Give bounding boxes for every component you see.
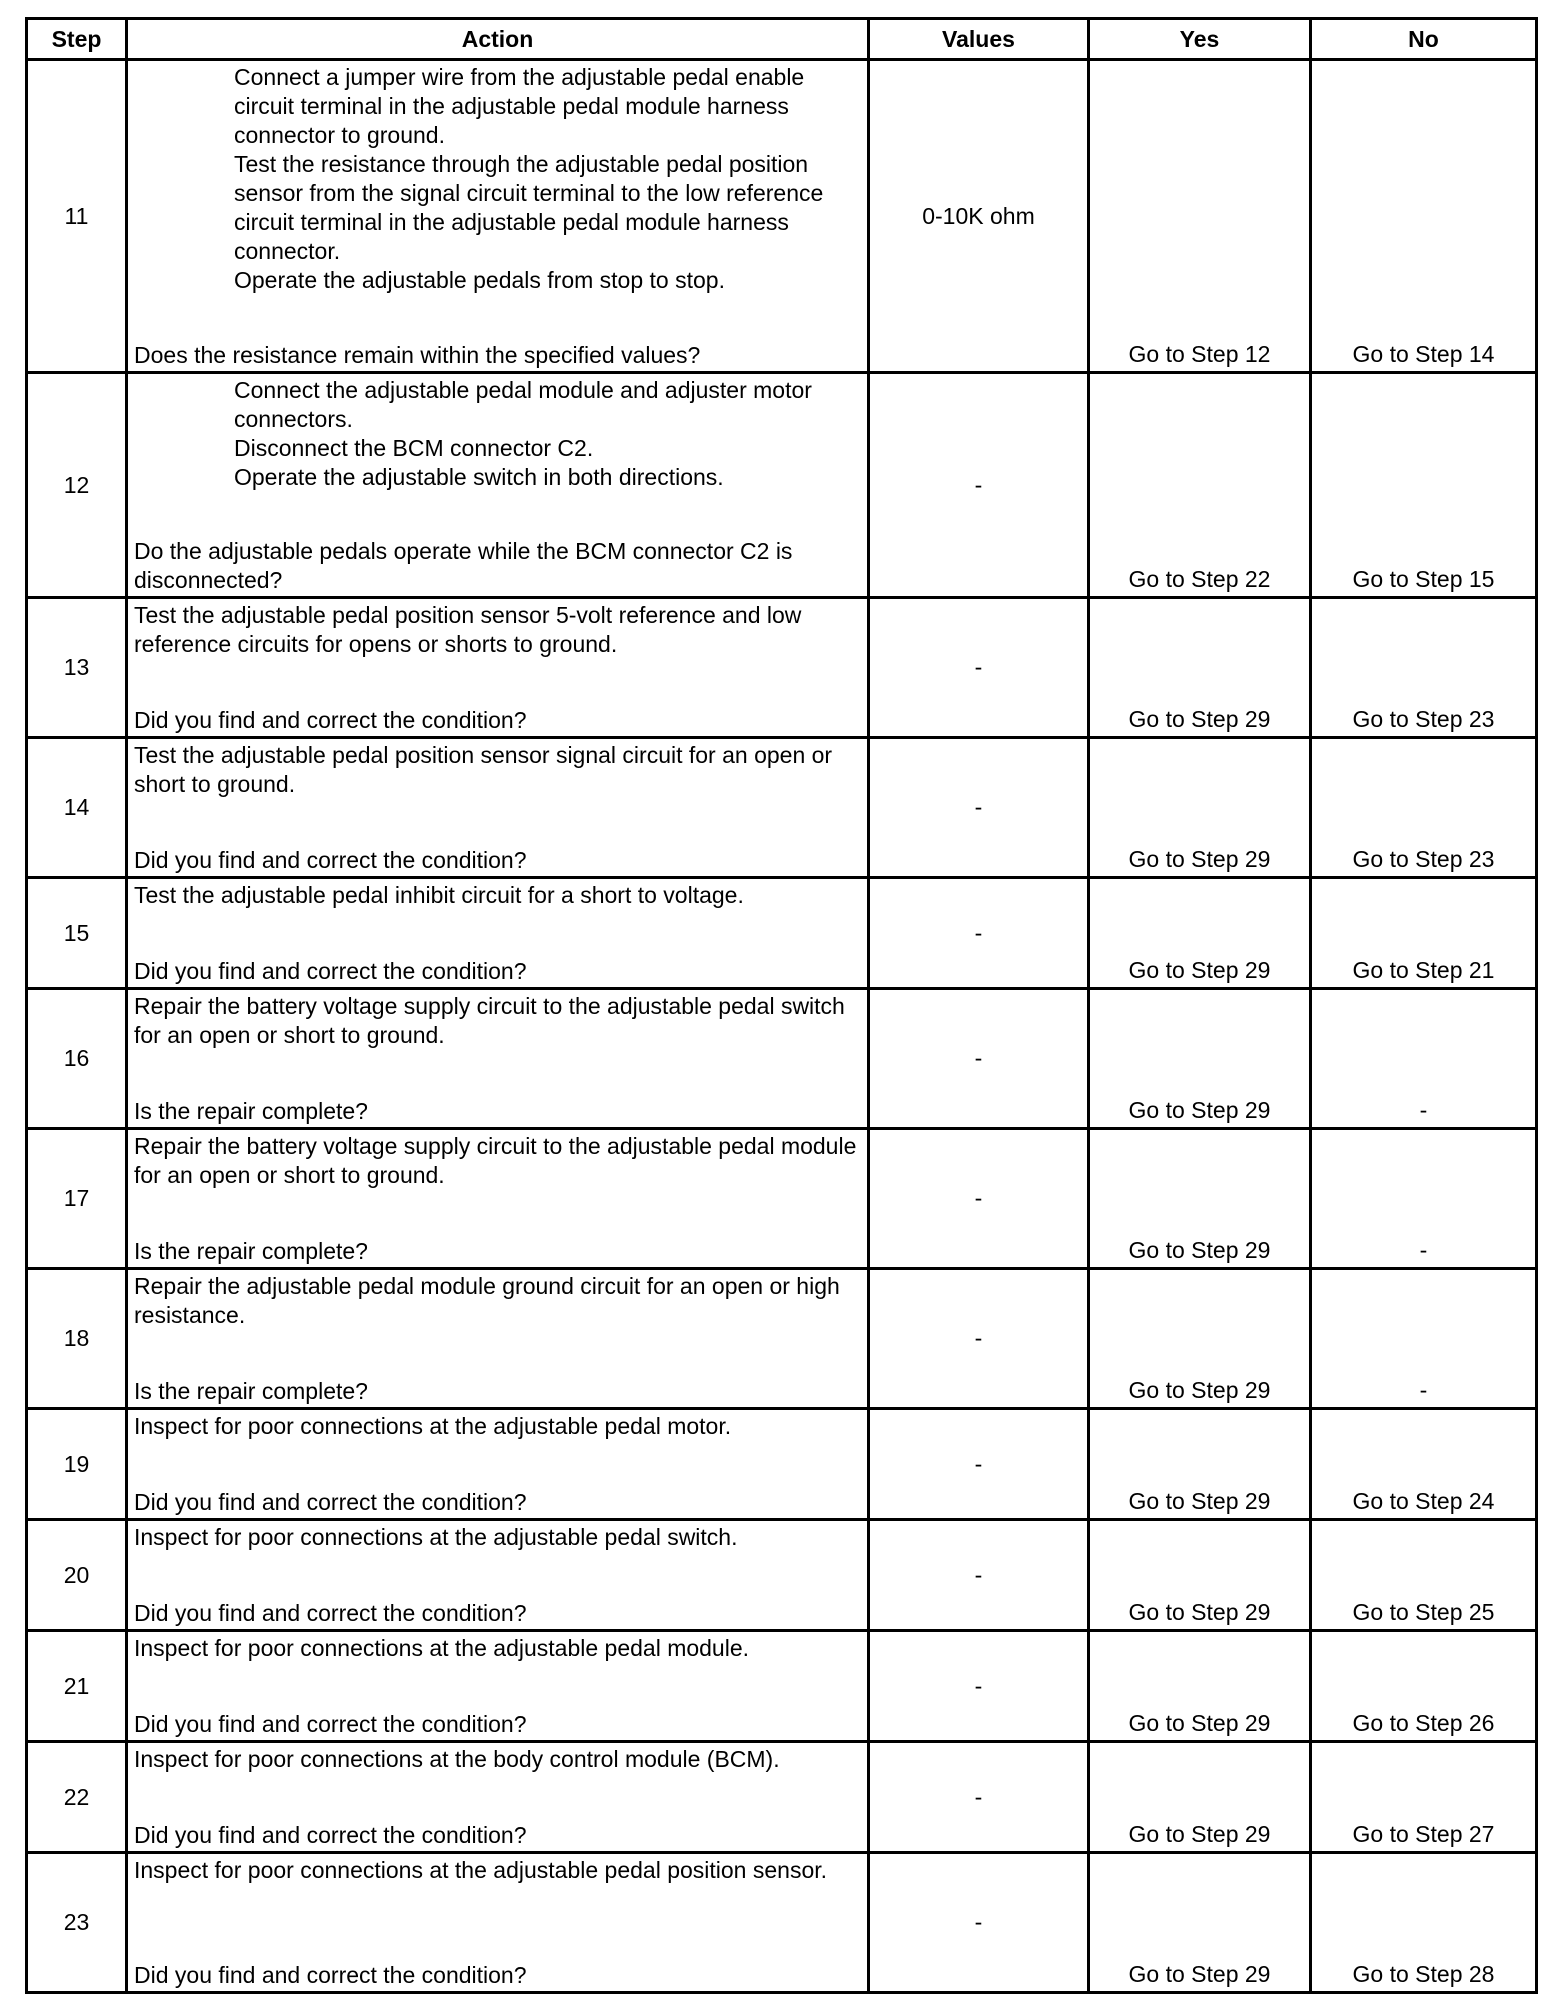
action-text: Inspect for poor connections at the adjustable pedal module. [134, 1635, 750, 1661]
step-number: 21 [27, 1631, 127, 1742]
yes-result: Go to Step 29 [1089, 878, 1311, 989]
no-result: - [1311, 1129, 1537, 1269]
action-question: Did you find and correct the condition? [134, 1489, 527, 1515]
yes-result: Go to Step 29 [1089, 1742, 1311, 1853]
values-cell: 0-10K ohm [869, 60, 1089, 373]
action-cell [127, 598, 869, 738]
action-text: Test the adjustable pedal position sensor signal circuit for an open or short to ground. [134, 742, 833, 797]
step-number: 19 [27, 1409, 127, 1520]
action-cell [127, 1742, 869, 1853]
action-cell [127, 738, 869, 878]
table-row [27, 1129, 1537, 1269]
table-row [27, 1520, 1537, 1631]
action-text: Inspect for poor connections at the adjustable pedal switch. [134, 1524, 738, 1550]
values-cell: - [869, 1631, 1089, 1742]
action-cell [127, 878, 869, 989]
header-step: Step [27, 19, 127, 60]
step-number: 12 [27, 373, 127, 598]
action-question: Did you find and correct the condition? [134, 707, 527, 733]
step-number: 16 [27, 989, 127, 1129]
values-cell: - [869, 1129, 1089, 1269]
yes-result: Go to Step 29 [1089, 1129, 1311, 1269]
yes-result: Go to Step 22 [1089, 373, 1311, 598]
values-cell: - [869, 598, 1089, 738]
step-number: 11 [27, 60, 127, 373]
header-values: Values [869, 19, 1089, 60]
table-row [27, 878, 1537, 989]
action-bullet-list [134, 376, 861, 492]
yes-result: Go to Step 29 [1089, 1520, 1311, 1631]
values-cell: - [869, 1269, 1089, 1409]
yes-result: Go to Step 12 [1089, 60, 1311, 373]
action-content [134, 601, 861, 736]
yes-result: Go to Step 29 [1089, 598, 1311, 738]
header-row [27, 19, 1537, 60]
action-question: Did you find and correct the condition? [134, 1711, 527, 1737]
action-content [134, 992, 861, 1127]
action-question: Did you find and correct the condition? [134, 1962, 527, 1988]
header-action: Action [127, 19, 869, 60]
action-cell [127, 373, 869, 598]
table-row [27, 738, 1537, 878]
no-result: Go to Step 14 [1311, 60, 1537, 373]
action-cell [127, 1853, 869, 1993]
action-cell [127, 1409, 869, 1520]
table-row [27, 1269, 1537, 1409]
step-number: 23 [27, 1853, 127, 1993]
table-row [27, 1409, 1537, 1520]
action-cell [127, 989, 869, 1129]
action-bullet-item: Connect the adjustable pedal module and adjuster motor connectors. [234, 377, 812, 432]
no-result: Go to Step 28 [1311, 1853, 1537, 1993]
action-bullet-item: Connect a jumper wire from the adjustable pedal enable circuit terminal in the adjustable pedal module harness connector to ground. [234, 64, 805, 148]
header-yes: Yes [1089, 19, 1311, 60]
action-text: Repair the battery voltage supply circuit to the adjustable pedal module for an open or short to ground. [134, 1133, 857, 1188]
action-text: Repair the adjustable pedal module ground circuit for an open or high resistance. [134, 1273, 840, 1328]
action-bullet-item: Test the resistance through the adjustable pedal position sensor from the signal circuit terminal to the low reference circuit terminal in the adjustable pedal module harness connector. [234, 151, 824, 264]
table-row [27, 373, 1537, 598]
step-number: 15 [27, 878, 127, 989]
yes-result: Go to Step 29 [1089, 989, 1311, 1129]
table-row [27, 1853, 1537, 1993]
yes-result: Go to Step 29 [1089, 1853, 1311, 1993]
table-row [27, 989, 1537, 1129]
table-row [27, 1631, 1537, 1742]
step-number: 13 [27, 598, 127, 738]
no-result: Go to Step 15 [1311, 373, 1537, 598]
action-question: Did you find and correct the condition? [134, 1822, 527, 1848]
step-number: 20 [27, 1520, 127, 1631]
action-cell [127, 1520, 869, 1631]
no-result: Go to Step 21 [1311, 878, 1537, 989]
action-text: Test the adjustable pedal inhibit circuit for a short to voltage. [134, 882, 744, 908]
header-no: No [1311, 19, 1537, 60]
action-question: Is the repair complete? [134, 1378, 368, 1404]
action-bullet-item: Disconnect the BCM connector C2. [234, 435, 594, 461]
action-text: Inspect for poor connections at the adjustable pedal position sensor. [134, 1857, 828, 1883]
no-result: Go to Step 26 [1311, 1631, 1537, 1742]
action-question: Did you find and correct the condition? [134, 1600, 527, 1626]
action-content [134, 1523, 861, 1629]
yes-result: Go to Step 29 [1089, 1631, 1311, 1742]
no-result: - [1311, 1269, 1537, 1409]
action-content [134, 63, 861, 371]
action-content [134, 1132, 861, 1267]
action-question: Do the adjustable pedals operate while the BCM connector C2 is disconnected? [134, 538, 793, 593]
action-question: Is the repair complete? [134, 1098, 368, 1124]
action-content [134, 741, 861, 876]
action-bullet-list [134, 63, 861, 295]
action-question: Did you find and correct the condition? [134, 958, 527, 984]
action-bullet-item: Operate the adjustable switch in both directions. [234, 464, 724, 490]
no-result: Go to Step 23 [1311, 738, 1537, 878]
action-question: Did you find and correct the condition? [134, 847, 527, 873]
values-cell: - [869, 878, 1089, 989]
yes-result: Go to Step 29 [1089, 738, 1311, 878]
action-cell [127, 1631, 869, 1742]
action-question: Is the repair complete? [134, 1238, 368, 1264]
no-result: Go to Step 23 [1311, 598, 1537, 738]
action-text: Inspect for poor connections at the adjustable pedal motor. [134, 1413, 732, 1439]
values-cell: - [869, 1409, 1089, 1520]
action-text: Inspect for poor connections at the body control module (BCM). [134, 1746, 780, 1772]
no-result: Go to Step 27 [1311, 1742, 1537, 1853]
action-cell [127, 1269, 869, 1409]
action-question: Does the resistance remain within the specified values? [134, 342, 701, 368]
action-content [134, 1745, 861, 1851]
step-number: 14 [27, 738, 127, 878]
values-cell: - [869, 989, 1089, 1129]
values-cell: - [869, 1742, 1089, 1853]
values-cell: - [869, 1853, 1089, 1993]
action-text: Repair the battery voltage supply circuit to the adjustable pedal switch for an open or short to ground. [134, 993, 845, 1048]
action-cell [127, 1129, 869, 1269]
action-content [134, 1634, 861, 1740]
action-bullet-item: Operate the adjustable pedals from stop to stop. [234, 267, 725, 293]
table-row [27, 60, 1537, 373]
table-row [27, 1742, 1537, 1853]
yes-result: Go to Step 29 [1089, 1269, 1311, 1409]
step-number: 22 [27, 1742, 127, 1853]
step-number: 17 [27, 1129, 127, 1269]
action-content [134, 1856, 861, 1991]
values-cell: - [869, 1520, 1089, 1631]
table-body [27, 60, 1537, 1993]
no-result: Go to Step 25 [1311, 1520, 1537, 1631]
action-text: Test the adjustable pedal position sensor 5-volt reference and low reference circuits for opens or shorts to ground. [134, 602, 802, 657]
action-content [134, 1412, 861, 1518]
step-number: 18 [27, 1269, 127, 1409]
yes-result: Go to Step 29 [1089, 1409, 1311, 1520]
action-content [134, 376, 861, 596]
values-cell: - [869, 738, 1089, 878]
diagnostic-table [25, 17, 1538, 1994]
action-cell [127, 60, 869, 373]
action-content [134, 881, 861, 987]
values-cell: - [869, 373, 1089, 598]
action-content [134, 1272, 861, 1407]
no-result: Go to Step 24 [1311, 1409, 1537, 1520]
no-result: - [1311, 989, 1537, 1129]
table-row [27, 598, 1537, 738]
